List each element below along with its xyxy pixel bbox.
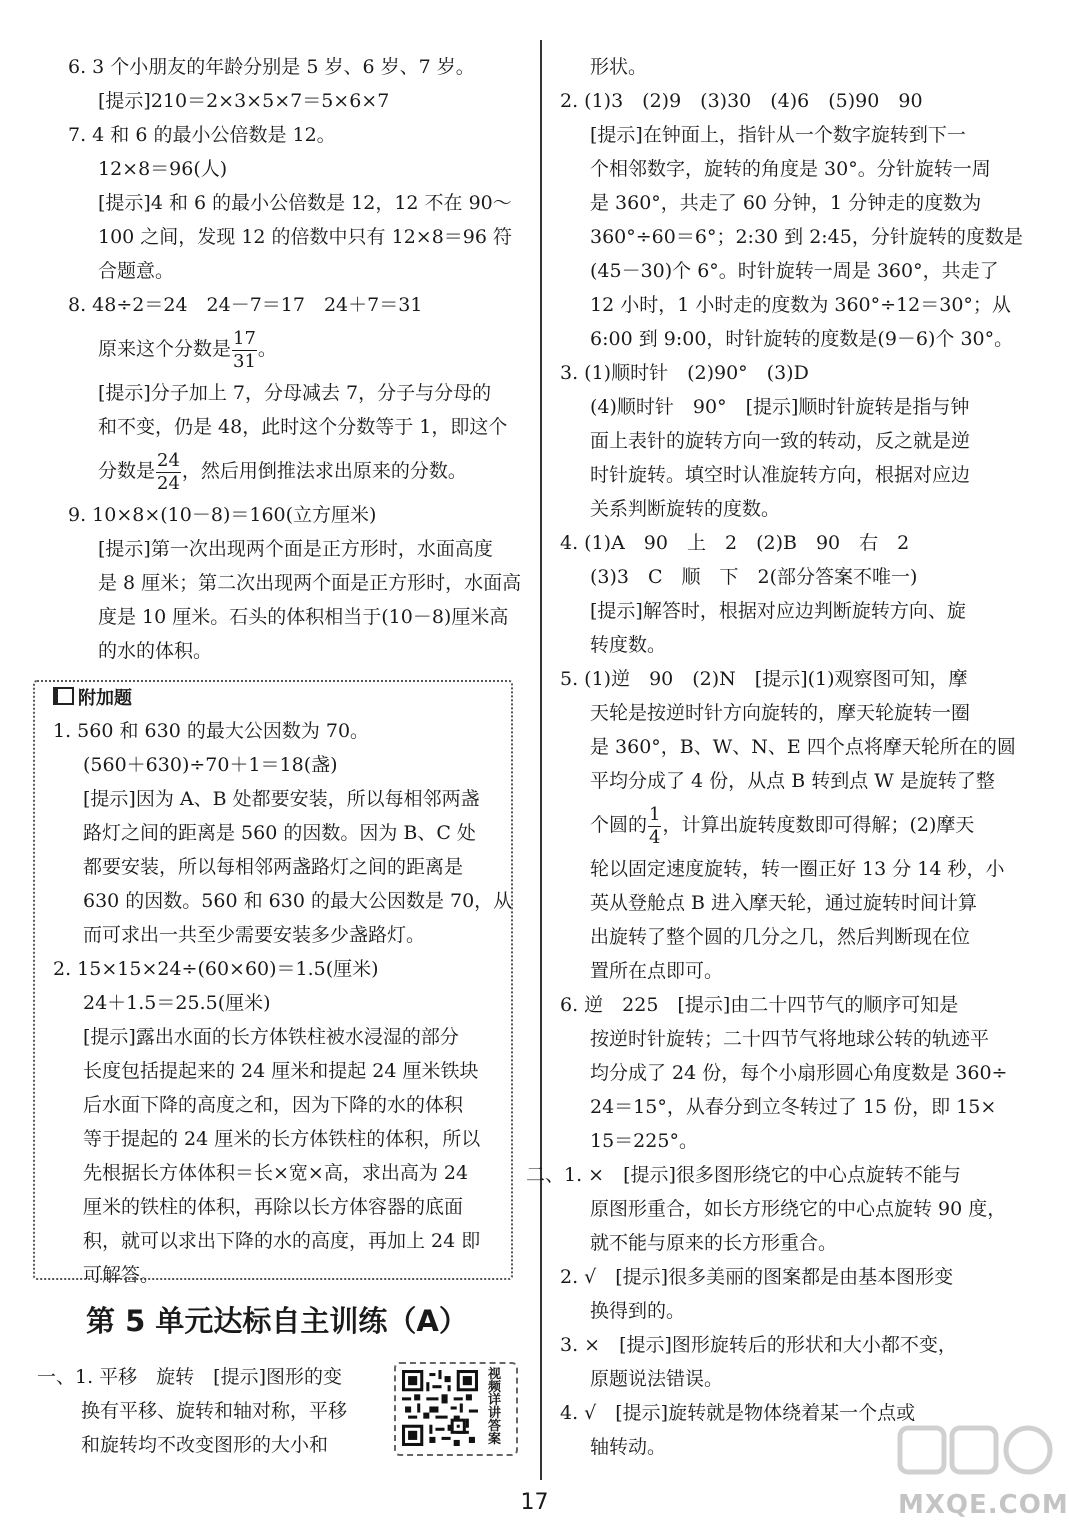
hint-9-line: 的水的体积。 [98, 640, 213, 662]
right-line: 天轮是按逆时针方向旋转的，摩天轮旋转一圈 [590, 702, 971, 724]
bonus-questions-box [33, 680, 513, 1286]
watermark-logo [890, 1420, 1069, 1530]
bonus-line: 等于提起的 24 厘米的长方体铁柱的体积，所以 [83, 1128, 481, 1150]
right-line: 原题说法错误。 [590, 1368, 724, 1390]
section-line: 和旋转均不改变图形的大小和 [81, 1434, 329, 1456]
right-line: 就不能与原来的长方形重合。 [590, 1232, 838, 1254]
hint-9-line: 是 8 厘米；第二次出现两个面是正方形时，水面高 [98, 572, 522, 594]
right-line: 12 小时，1 小时走的度数为 360°÷12＝30°；从 [590, 294, 1011, 316]
right-line: 轮以固定速度旋转，转一圈正好 13 分 14 秒，小 [590, 858, 1005, 880]
right-line: 是 360°，B、W、N、E 四个点将摩天轮所在的圆 [590, 736, 1016, 758]
bonus-line: 630 的因数。560 和 630 的最大公因数是 70，从 [83, 890, 513, 912]
right-line: 24＝15°，从春分到立冬转过了 15 份，即 15× [590, 1096, 997, 1118]
answer-9: 9. 10×8×(10－8)＝160(立方厘米) [68, 504, 377, 526]
hint-8-fraction: 分数是 $\frac{24}{24}$ ，然后用倒推法求出原来的分数。 [98, 449, 467, 494]
right-line: [提示]解答时，根据对应边判断旋转方向、旋 [590, 600, 966, 622]
right-line: 个相邻数字，旋转的角度是 30°。分针旋转一周 [590, 158, 991, 180]
right-line-fraction: 个圆的 $\frac{1}{4}$ ，计算出旋转度数即可得解；(2)摩天 [590, 803, 975, 848]
right-column [526, 50, 1030, 1464]
qr-caption: 视频详讲答案 [488, 1367, 502, 1447]
fraction-24-24: $\frac{24}{24}$ [157, 449, 180, 494]
answer-4: 4. (1)A 90 上 2 (2)B 90 右 2 [560, 532, 910, 554]
answer-7: 7. 4 和 6 的最小公倍数是 12。 [68, 124, 336, 146]
part-2-answer-1: 二、1. × [提示]很多图形绕它的中心点旋转不能与 [526, 1164, 961, 1186]
hint-8-line: 和不变，仍是 48，此时这个分数等于 1，即这个 [98, 416, 508, 438]
right-line: 15＝225°。 [590, 1130, 698, 1152]
right-line: 形状。 [590, 56, 648, 78]
bonus-title: 附加题 [53, 684, 512, 714]
right-line: 换得到的。 [590, 1300, 686, 1322]
bonus-line: 厘米的铁柱的体积，再除以长方体容器的底面 [83, 1196, 464, 1218]
hint-8-line: [提示]分子加上 7，分母减去 7，分子与分母的 [98, 382, 492, 404]
section-first-answer [37, 1360, 347, 1462]
bonus-answer-1: 1. 560 和 630 的最大公因数为 70。 [53, 720, 370, 742]
part-2-answer-2: 2. √ [提示]很多美丽的图案都是由基本图形变 [560, 1266, 954, 1288]
right-line: 轴转动。 [590, 1436, 667, 1458]
video-qr-box[interactable] [394, 1362, 518, 1456]
right-line: 均分成了 24 份，每个小扇形圆心角度数是 360÷ [590, 1062, 1008, 1084]
column-divider [540, 40, 542, 1480]
bonus-line: 先根据长方体体积＝长×宽×高，求出高为 24 [83, 1162, 469, 1184]
right-line: 平均分成了 4 份，从点 B 转到点 W 是旋转了整 [590, 770, 995, 792]
bookmark-icon [53, 687, 74, 705]
bonus-line: 都要安装，所以每相邻两盏路灯之间的距离是 [83, 856, 464, 878]
answer-2: 2. (1)3 (2)9 (3)30 (4)6 (5)90 90 [560, 90, 923, 112]
bonus-line: 长度包括提起来的 24 厘米和提起 24 厘米铁块 [83, 1060, 479, 1082]
qr-code-icon[interactable] [402, 1370, 478, 1446]
right-line: 按逆时针旋转；二十四节气将地球公转的轨迹平 [590, 1028, 990, 1050]
watermark-text: MXQE.COM [898, 1490, 1069, 1520]
right-line: 出旋转了整个圆的几分之几，然后判断现在位 [590, 926, 971, 948]
hint-7-line: [提示]4 和 6 的最小公倍数是 12，12 不在 90～ [98, 192, 512, 214]
right-line: 360°÷60＝6°；2:30 到 2:45，分针旋转的度数是 [590, 226, 1023, 248]
page-number: 17 [520, 1490, 549, 1515]
right-line: 是 360°，共走了 60 分钟，1 分钟走的度数为 [590, 192, 982, 214]
answer-7-calc: 12×8＝96(人) [98, 158, 228, 180]
hint-7-line: 100 之间，发现 12 的倍数中只有 12×8＝96 符 [98, 226, 513, 248]
part-2-answer-4: 4. √ [提示]旋转就是物体绕着某一个点或 [560, 1402, 916, 1424]
answer-3: 3. (1)顺时针 (2)90° (3)D [560, 362, 809, 384]
answer-6: 6. 3 个小朋友的年龄分别是 5 岁、6 岁、7 岁。 [68, 56, 475, 78]
fraction-1-4: $\frac{1}{4}$ [649, 803, 661, 848]
section-line: 换有平移、旋转和轴对称，平移 [81, 1400, 348, 1422]
right-line: 置所在点即可。 [590, 960, 724, 982]
bonus-line: 24＋1.5＝25.5(厘米) [83, 992, 271, 1014]
part-2-answer-3: 3. × [提示]图形旋转后的形状和大小都不变， [560, 1334, 957, 1356]
right-line: 转度数。 [590, 634, 667, 656]
right-line: 关系判断旋转的度数。 [590, 498, 781, 520]
right-line: 6:00 到 9:00，时针旋转的度数是(9－6)个 30°。 [590, 328, 1014, 350]
bonus-answer-2: 2. 15×15×24÷(60×60)＝1.5(厘米) [53, 958, 379, 980]
left-column [68, 50, 523, 668]
bonus-line: [提示]露出水面的长方体铁柱被水浸湿的部分 [83, 1026, 459, 1048]
section-title: 第 5 单元达标自主训练（A） [86, 1304, 468, 1338]
hint-9-line: 度是 10 厘米。石头的体积相当于(10－8)厘米高 [98, 606, 509, 628]
answer-8: 8. 48÷2＝24 24－7＝17 24＋7＝31 [68, 294, 423, 316]
hint-9-line: [提示]第一次出现两个面是正方形时，水面高度 [98, 538, 493, 560]
bonus-line: 积，就可以求出下降的水的高度，再加上 24 即 [83, 1230, 481, 1252]
right-line: (3)3 C 顺 下 2(部分答案不唯一) [590, 566, 918, 588]
right-line: (45－30)个 6°。时针旋转一周是 360°，共走了 [590, 260, 999, 282]
section-line: 一、1. 平移 旋转 [提示]图形的变 [37, 1366, 342, 1388]
hint-7-line: 合题意。 [98, 260, 175, 282]
right-line: 面上表针的旋转方向一致的转动，反之就是逆 [590, 430, 971, 452]
answer-6-right: 6. 逆 225 [提示]由二十四节气的顺序可知是 [560, 994, 959, 1016]
answer-5: 5. (1)逆 90 (2)N [提示](1)观察图可知，摩 [560, 668, 968, 690]
right-line: 原图形重合，如长方形绕它的中心点旋转 90 度， [590, 1198, 1007, 1220]
right-line: (4)顺时针 90° [提示]顺时针旋转是指与钟 [590, 396, 970, 418]
bonus-line: (560＋630)÷70＋1＝18(盏) [83, 754, 338, 776]
right-line: [提示]在钟面上，指针从一个数字旋转到下一 [590, 124, 966, 146]
answer-8-fraction: 原来这个分数是 $\frac{17}{31}$ 。 [98, 327, 277, 372]
bonus-line: 可解答。 [83, 1264, 160, 1286]
right-line: 时针旋转。填空时认准旋转方向，根据对应边 [590, 464, 971, 486]
bonus-line: 后水面下降的高度之和，因为下降的水的体积 [83, 1094, 464, 1116]
bonus-line: [提示]因为 A、B 处都要安装，所以每相邻两盏 [83, 788, 480, 810]
bonus-line: 而可求出一共至少需要安装多少盏路灯。 [83, 924, 426, 946]
hint-6: [提示]210＝2×3×5×7＝5×6×7 [98, 90, 390, 112]
bonus-line: 路灯之间的距离是 560 的因数。因为 B、C 处 [83, 822, 476, 844]
right-line: 英从登舱点 B 进入摩天轮，通过旋转时间计算 [590, 892, 978, 914]
fraction-17-31: $\frac{17}{31}$ [233, 327, 256, 372]
